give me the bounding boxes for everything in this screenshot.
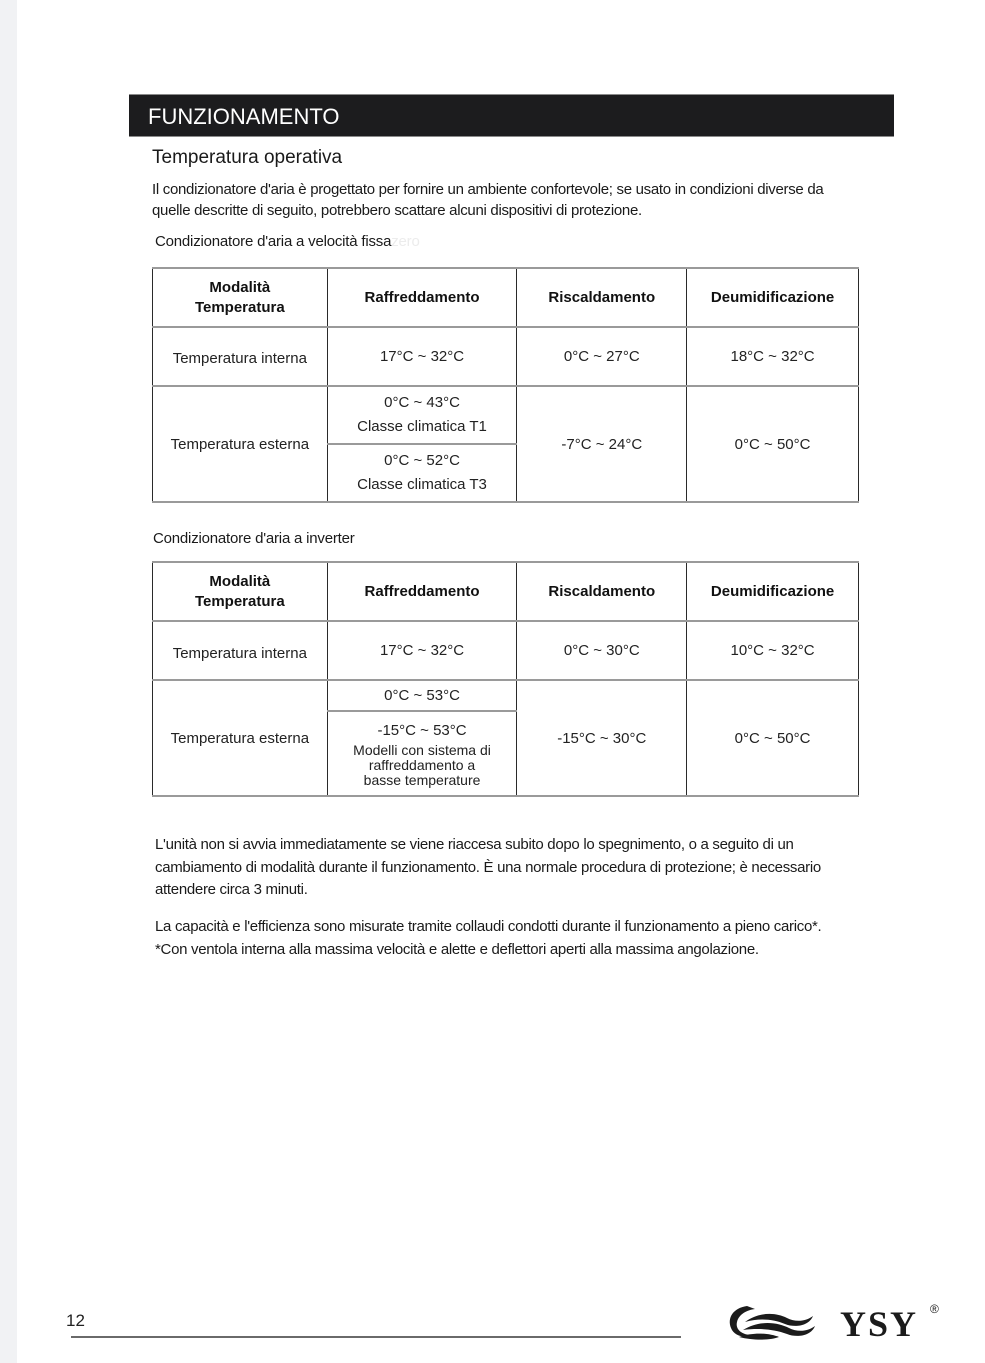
cooling-value-t3 xyxy=(327,444,517,502)
fixed-speed-caption-text: Condizionatore d'aria a velocità fissa xyxy=(155,233,392,250)
inverter-table xyxy=(152,561,859,797)
capacity-note-text: La capacità e l'efficienza sono misurate tramite collaudi condotti durante il funzionamento a pieno carico*. xyxy=(155,918,822,935)
model-note-line1: Modelli con sistema di xyxy=(353,742,491,758)
heating-value: -7°C ~ 24°C xyxy=(517,386,687,502)
fixed-speed-caption xyxy=(155,233,420,250)
cooling-range: 0°C ~ 43°C xyxy=(384,394,460,411)
heating-value: -15°C ~ 30°C xyxy=(517,680,687,796)
row-label: Temperatura interna xyxy=(153,621,328,680)
fixed-speed-table xyxy=(152,267,859,503)
header-dehumidification: Deumidificazione xyxy=(687,562,859,621)
climate-class: Classe climatica T3 xyxy=(357,476,487,493)
dehumidification-value: 18°C ~ 32°C xyxy=(687,327,859,386)
header-cooling: Raffreddamento xyxy=(327,562,517,621)
row-label: Temperatura esterna xyxy=(153,680,328,796)
header-mode xyxy=(153,268,328,327)
page-number: 12 xyxy=(66,1311,85,1330)
table-row-external-a xyxy=(153,680,859,711)
row-label: Temperatura esterna xyxy=(153,386,328,502)
inverter-caption: Condizionatore d'aria a inverter xyxy=(153,530,355,547)
model-note-line2: raffreddamento a xyxy=(368,757,476,773)
cooling-value: 17°C ~ 32°C xyxy=(327,621,517,680)
viewer-side-strip xyxy=(0,0,17,1363)
dehumidification-value: 0°C ~ 50°C xyxy=(687,680,859,796)
table-row-internal xyxy=(153,621,859,680)
restart-note: L'unità non si avvia immediatamente se viene riaccesa subito dopo lo spegnimento, o a seguito di un cambiamento di modalità durante il funzionamento. È una normale procedura di protezione; è necessario attendere circa 3 minuti. xyxy=(155,836,821,898)
table-row-internal xyxy=(153,327,859,386)
header-heating: Riscaldamento xyxy=(517,268,687,327)
header-mode-line2: Temperatura xyxy=(194,592,285,610)
cooling-range: -15°C ~ 53°C xyxy=(377,722,467,739)
section-header-bar xyxy=(129,94,894,137)
header-dehumidification: Deumidificazione xyxy=(687,268,859,327)
heating-value: 0°C ~ 27°C xyxy=(517,327,687,386)
cooling-range: 0°C ~ 52°C xyxy=(384,452,460,469)
header-mode-line1: Modalità xyxy=(209,572,271,590)
capacity-note xyxy=(155,916,855,961)
wave-logo-icon xyxy=(725,1302,835,1342)
table-row-external-a xyxy=(153,386,859,444)
dehumidification-value: 0°C ~ 50°C xyxy=(687,386,859,502)
cooling-value-t1 xyxy=(327,386,517,444)
section-title: FUNZIONAMENTO xyxy=(148,104,340,129)
capacity-footnote: *Con ventola interna alla massima velocità e alette e deflettori aperti alla massima angolazione. xyxy=(155,940,759,958)
cooling-value-low-temp xyxy=(327,711,517,796)
intro-paragraph: Il condizionatore d'aria è progettato per fornire un ambiente confortevole; se usato in condizioni diverse da quelle descritte di seguito, potrebbero scattare alcuni dispositivi di protezione. xyxy=(152,181,824,219)
climate-class: Classe climatica T1 xyxy=(357,418,487,435)
footer-divider xyxy=(71,1336,681,1338)
header-cooling: Raffreddamento xyxy=(327,268,517,327)
heating-value: 0°C ~ 30°C xyxy=(517,621,687,680)
table-header-row xyxy=(153,562,859,621)
ghost-text: zero xyxy=(391,233,420,250)
brand-logo xyxy=(725,1302,950,1342)
cooling-value-standard: 0°C ~ 53°C xyxy=(327,680,517,711)
cooling-value: 17°C ~ 32°C xyxy=(327,327,517,386)
registered-mark: ® xyxy=(930,1302,939,1316)
brand-name: YSY xyxy=(840,1304,919,1344)
header-heating: Riscaldamento xyxy=(517,562,687,621)
header-mode-line1: Modalità xyxy=(209,278,271,296)
model-note-line3: basse temperature xyxy=(363,772,481,788)
table-header-row xyxy=(153,268,859,327)
dehumidification-value: 10°C ~ 32°C xyxy=(687,621,859,680)
subsection-title: Temperatura operativa xyxy=(152,147,343,168)
header-mode xyxy=(153,562,328,621)
header-mode-line2: Temperatura xyxy=(194,298,285,316)
row-label: Temperatura interna xyxy=(153,327,328,386)
